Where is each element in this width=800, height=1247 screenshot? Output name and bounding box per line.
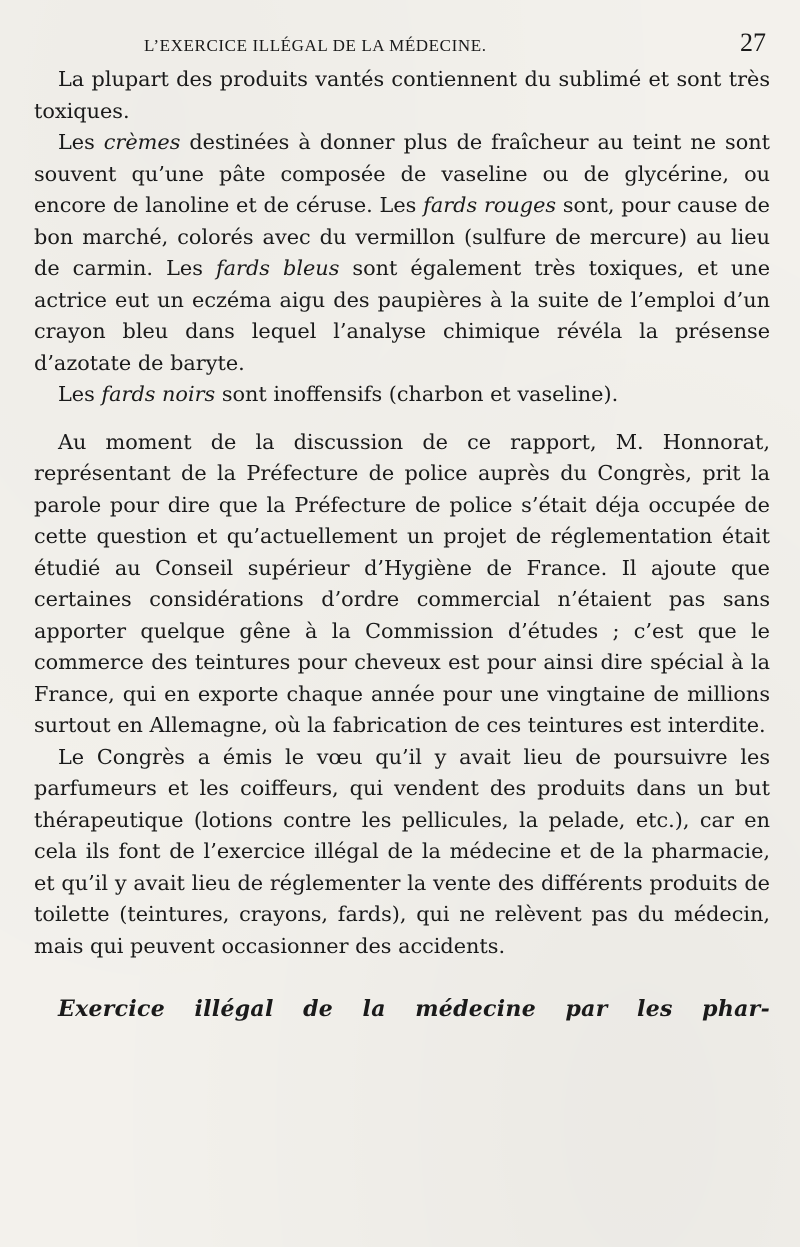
paragraph-text: La plupart des produits vantés contiennent du sublimé et sont très toxiques. [34,67,770,123]
paragraph-text: destinées à donner plus de fraîcheur au teint ne sont souvent qu’une pâte composée de vaseline ou de glycérine, ou encore de lanoline et de céruse. Les [34,130,770,217]
emphasis-fards-noirs: fards noirs [101,382,216,406]
section-heading: Exercice illégal de la médecine par les phar- [58,996,770,1022]
paragraph-text: sont, pour cause de bon marché, colorés avec du vermillon (sulfure de mercure) au lieu de carmin. Les [34,193,770,280]
paragraph-sublime [34,64,770,127]
emphasis-fards-rouges: fards rouges [423,193,557,217]
body-text [34,64,770,962]
paragraph-text: Les [58,382,102,406]
paragraph-cremes [34,127,770,379]
emphasis-fards-bleus: fards bleus [215,256,340,280]
paragraph-fards-noirs [34,379,770,411]
page-number: 27 [740,28,766,57]
paragraph-text: Au moment de la discussion de ce rapport, M. Honnorat, représentant de la Préfecture de police auprès du Congrès, prit la parole pour dire que la Préfecture de police s’était déja occupée de cette question et qu’actuellement un projet de réglementation était étudié au Conseil supérieur d’Hygiène de France. Il ajoute que certaines considérations d’ordre commercial n’étaient pas sans apporter quelque gêne à la Commission d’études ; c’est que le commerce des teintures pour cheveux est pour ainsi dire spécial à la France, qui en exporte chaque année pour une vingtaine de millions surtout en Allemagne, où la fabrication de ces teintures est interdite. [34,429,770,737]
emphasis-cremes: crèmes [103,130,181,154]
running-head [34,28,770,64]
paragraph-honnorat [34,427,770,742]
paragraph-text: sont inoffensifs (charbon et vaseline). [215,382,619,406]
running-title: L’EXERCICE ILLÉGAL DE LA MÉDECINE. [144,36,487,55]
paragraph-text: Le Congrès a émis le vœu qu’il y avait lieu de poursuivre les parfumeurs et les coiffeurs, qui vendent des produits dans un but thérapeutique (lotions contre les pellicules, la pelade, etc.), car en cela ils font de l’exercice illégal de la médecine et de la pharmacie, et qu’il y avait lieu de réglementer la vente des différents produits de toilette (teintures, crayons, fards), qui ne relèvent pas du médecin, mais qui peuvent occasionner des accidents. [34,744,770,958]
paragraph-text: Les [58,130,104,154]
paragraph-congres-voeu [34,742,770,963]
paragraph-text: sont également très toxiques, et une actrice eut un eczéma aigu des paupières à la suite de l’emploi d’un crayon bleu dans lequel l’analyse chimique révéla la présense d’azotate de baryte. [34,256,770,375]
